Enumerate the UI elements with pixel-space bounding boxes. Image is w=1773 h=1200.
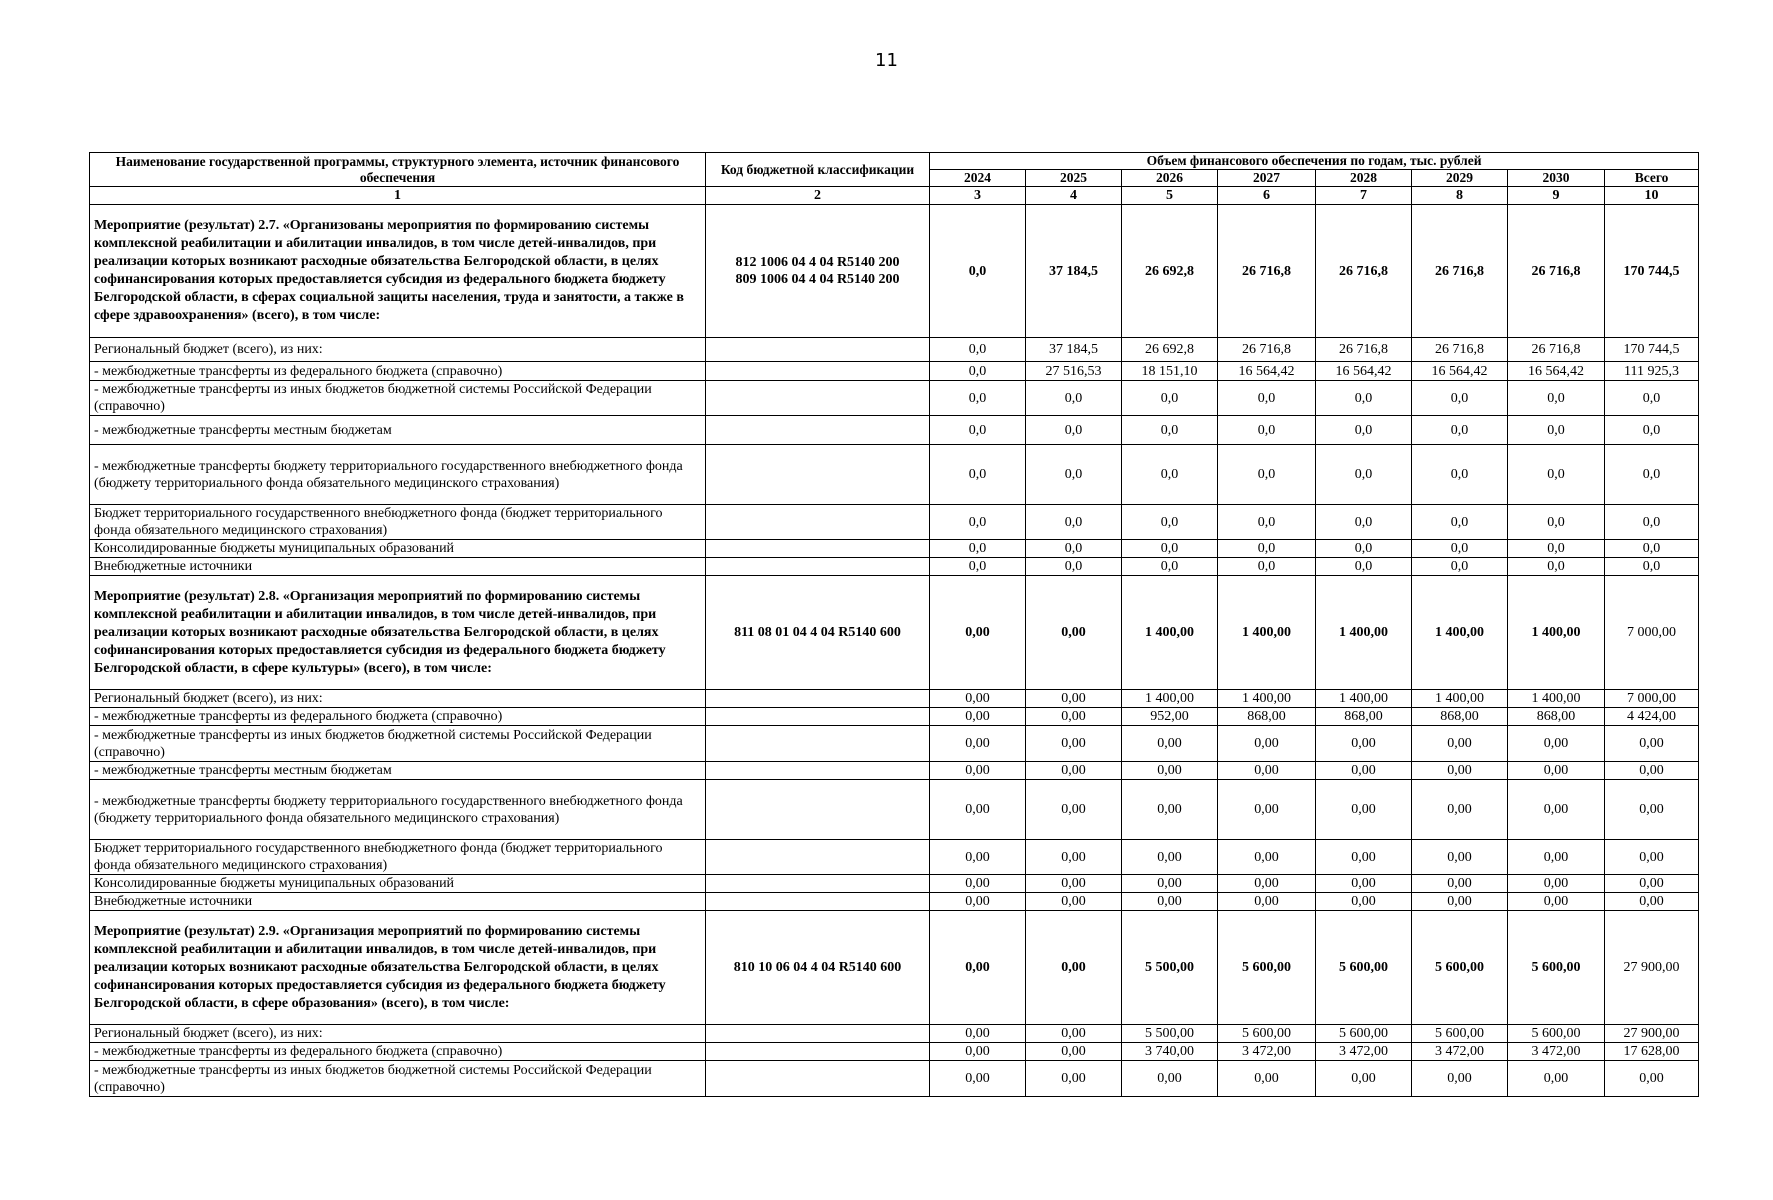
- value-cell: 0,0: [1605, 558, 1699, 576]
- table-row: [90, 558, 1699, 576]
- value-cell: 7 000,00: [1605, 690, 1699, 708]
- value-cell: 0,0: [1026, 505, 1122, 540]
- value-cell: 0,00: [1026, 1043, 1122, 1061]
- value-cell: 0,00: [1508, 875, 1605, 893]
- value-cell: 0,0: [1026, 558, 1122, 576]
- table-row: [90, 1043, 1699, 1061]
- value-cell: 0,00: [1605, 762, 1699, 780]
- value-cell: 111 925,3: [1605, 362, 1699, 381]
- value-cell: 0,0: [1122, 445, 1218, 505]
- header-volume: Объем финансового обеспечения по годам, тыс. рублей: [930, 153, 1699, 170]
- value-cell: 1 400,00: [1316, 576, 1412, 690]
- value-cell: 18 151,10: [1122, 362, 1218, 381]
- value-cell: 3 740,00: [1122, 1043, 1218, 1061]
- value-cell: 0,0: [1316, 558, 1412, 576]
- value-cell: 0,0: [1026, 540, 1122, 558]
- row-label: - межбюджетные трансферты из иных бюджетов бюджетной системы Российской Федерации (справочно): [90, 381, 706, 416]
- value-cell: 0,00: [1412, 840, 1508, 875]
- value-cell: 0,0: [1605, 505, 1699, 540]
- value-cell: 7 000,00: [1605, 576, 1699, 690]
- value-cell: 37 184,5: [1026, 338, 1122, 362]
- section-title: Мероприятие (результат) 2.9. «Организация мероприятий по формированию системы комплексной реабилитации и абилитации инвалидов, в том числе детей-инвалидов, при реализации которых возникают расходные обязательства Белгородской области, в целях софинансирования которых предоставляется субсидия из федерального бюджета бюджету Белгородской области, в сфере образования» (всего), в том числе:: [90, 911, 706, 1025]
- value-cell: 0,00: [1218, 762, 1316, 780]
- row-label: - межбюджетные трансферты местным бюджетам: [90, 416, 706, 445]
- value-cell: 0,0: [1605, 445, 1699, 505]
- table-row: [90, 416, 1699, 445]
- row-code: [706, 445, 930, 505]
- value-cell: 0,00: [1026, 1061, 1122, 1097]
- column-index: 9: [1508, 187, 1605, 205]
- section-row: [90, 576, 1699, 690]
- value-cell: 0,0: [1412, 445, 1508, 505]
- value-cell: 0,00: [1605, 840, 1699, 875]
- value-cell: 1 400,00: [1122, 576, 1218, 690]
- value-cell: 16 564,42: [1218, 362, 1316, 381]
- table-body: [90, 205, 1699, 1097]
- value-cell: 0,00: [1605, 726, 1699, 762]
- column-index: 3: [930, 187, 1026, 205]
- column-index: 5: [1122, 187, 1218, 205]
- value-cell: 0,00: [1605, 875, 1699, 893]
- budget-code-line: 811 08 01 04 4 04 R5140 600: [734, 625, 901, 640]
- value-cell: 0,00: [930, 762, 1026, 780]
- row-label: - межбюджетные трансферты местным бюджетам: [90, 762, 706, 780]
- table-row: [90, 893, 1699, 911]
- value-cell: 5 600,00: [1412, 1025, 1508, 1043]
- value-cell: 0,0: [1026, 381, 1122, 416]
- column-index: 7: [1316, 187, 1412, 205]
- budget-code: [706, 205, 930, 338]
- value-cell: 26 716,8: [1412, 205, 1508, 338]
- value-cell: 0,00: [1412, 893, 1508, 911]
- value-cell: 27 900,00: [1605, 1025, 1699, 1043]
- value-cell: 0,00: [930, 893, 1026, 911]
- value-cell: 0,00: [930, 1061, 1026, 1097]
- section-row: [90, 911, 1699, 1025]
- value-cell: 0,0: [1412, 558, 1508, 576]
- value-cell: 0,00: [930, 780, 1026, 840]
- value-cell: 170 744,5: [1605, 338, 1699, 362]
- value-cell: 0,00: [1605, 893, 1699, 911]
- value-cell: 0,00: [1316, 840, 1412, 875]
- value-cell: 0,00: [1026, 1025, 1122, 1043]
- value-cell: 170 744,5: [1605, 205, 1699, 338]
- row-label: Региональный бюджет (всего), из них:: [90, 690, 706, 708]
- column-index: 10: [1605, 187, 1699, 205]
- value-cell: 0,0: [1122, 540, 1218, 558]
- row-code: [706, 1025, 930, 1043]
- value-cell: 0,00: [1412, 780, 1508, 840]
- value-cell: 16 564,42: [1508, 362, 1605, 381]
- value-cell: 0,00: [1316, 780, 1412, 840]
- value-cell: 5 600,00: [1218, 911, 1316, 1025]
- header-year: 2025: [1026, 170, 1122, 187]
- header-year: 2028: [1316, 170, 1412, 187]
- value-cell: 0,00: [1218, 780, 1316, 840]
- value-cell: 37 184,5: [1026, 205, 1122, 338]
- value-cell: 0,0: [1605, 540, 1699, 558]
- row-code: [706, 726, 930, 762]
- value-cell: 0,00: [1605, 780, 1699, 840]
- value-cell: 0,0: [1122, 416, 1218, 445]
- row-label: Региональный бюджет (всего), из них:: [90, 338, 706, 362]
- financing-table: [89, 152, 1699, 1097]
- value-cell: 1 400,00: [1316, 690, 1412, 708]
- table-row: [90, 708, 1699, 726]
- value-cell: 1 400,00: [1412, 690, 1508, 708]
- value-cell: 0,00: [1218, 893, 1316, 911]
- value-cell: 0,00: [1026, 726, 1122, 762]
- value-cell: 0,00: [1508, 1061, 1605, 1097]
- budget-code-line: 809 1006 04 4 04 R5140 200: [735, 272, 900, 287]
- row-label: Региональный бюджет (всего), из них:: [90, 1025, 706, 1043]
- row-label: - межбюджетные трансферты бюджету территориального государственного внебюджетного фонда (бюджету территориального фонда обязательного медицинского страхования): [90, 780, 706, 840]
- row-label: Внебюджетные источники: [90, 558, 706, 576]
- value-cell: 0,0: [1412, 540, 1508, 558]
- section-title: Мероприятие (результат) 2.7. «Организованы мероприятия по формированию системы комплексной реабилитации и абилитации инвалидов, в том числе детей-инвалидов, при реализации которых возникают расходные обязательства Белгородской области, в целях софинансирования которых предоставляется субсидия из федерального бюджета бюджету Белгородской области, в сферах социальной защиты населения, труда и занятости, а также в сфере здравоохранения» (всего), в том числе:: [90, 205, 706, 338]
- header-total: Всего: [1605, 170, 1699, 187]
- value-cell: 3 472,00: [1316, 1043, 1412, 1061]
- value-cell: 0,0: [930, 338, 1026, 362]
- value-cell: 0,00: [930, 1025, 1026, 1043]
- value-cell: 16 564,42: [1316, 362, 1412, 381]
- row-code: [706, 505, 930, 540]
- row-label: - межбюджетные трансферты бюджету территориального государственного внебюджетного фонда (бюджету территориального фонда обязательного медицинского страхования): [90, 445, 706, 505]
- row-code: [706, 558, 930, 576]
- value-cell: 1 400,00: [1412, 576, 1508, 690]
- header-year: 2029: [1412, 170, 1508, 187]
- value-cell: 0,00: [1026, 762, 1122, 780]
- value-cell: 0,00: [930, 1043, 1026, 1061]
- value-cell: 0,0: [930, 362, 1026, 381]
- value-cell: 868,00: [1508, 708, 1605, 726]
- value-cell: 0,0: [930, 558, 1026, 576]
- value-cell: 0,00: [1605, 1061, 1699, 1097]
- value-cell: 17 628,00: [1605, 1043, 1699, 1061]
- value-cell: 5 500,00: [1122, 1025, 1218, 1043]
- value-cell: 0,0: [1218, 381, 1316, 416]
- value-cell: 0,00: [1218, 726, 1316, 762]
- table-row: [90, 505, 1699, 540]
- value-cell: 0,0: [1412, 505, 1508, 540]
- table-row: [90, 540, 1699, 558]
- row-code: [706, 540, 930, 558]
- value-cell: 952,00: [1122, 708, 1218, 726]
- value-cell: 26 692,8: [1122, 338, 1218, 362]
- value-cell: 0,0: [1218, 540, 1316, 558]
- value-cell: 0,00: [1412, 1061, 1508, 1097]
- value-cell: 5 600,00: [1412, 911, 1508, 1025]
- row-code: [706, 690, 930, 708]
- value-cell: 0,00: [1218, 875, 1316, 893]
- table-row: [90, 726, 1699, 762]
- value-cell: 0,0: [1412, 381, 1508, 416]
- row-label: - межбюджетные трансферты из федерального бюджета (справочно): [90, 362, 706, 381]
- value-cell: 0,00: [930, 726, 1026, 762]
- value-cell: 0,0: [1316, 540, 1412, 558]
- table-row: [90, 780, 1699, 840]
- value-cell: 0,0: [930, 445, 1026, 505]
- header-row: [90, 153, 1699, 170]
- section-row: [90, 205, 1699, 338]
- value-cell: 0,00: [1122, 893, 1218, 911]
- value-cell: 0,00: [1026, 893, 1122, 911]
- row-code: [706, 1043, 930, 1061]
- value-cell: 0,00: [1218, 840, 1316, 875]
- row-code: [706, 893, 930, 911]
- value-cell: 0,00: [1122, 840, 1218, 875]
- value-cell: 0,00: [1026, 875, 1122, 893]
- value-cell: 0,0: [930, 381, 1026, 416]
- value-cell: 5 600,00: [1316, 911, 1412, 1025]
- column-index: 1: [90, 187, 706, 205]
- value-cell: 0,00: [1122, 875, 1218, 893]
- value-cell: 0,00: [1412, 762, 1508, 780]
- table-row: [90, 690, 1699, 708]
- value-cell: 5 600,00: [1218, 1025, 1316, 1043]
- value-cell: 0,00: [1316, 893, 1412, 911]
- value-cell: 26 716,8: [1316, 205, 1412, 338]
- row-label: Консолидированные бюджеты муниципальных образований: [90, 540, 706, 558]
- row-label: Бюджет территориального государственного внебюджетного фонда (бюджет территориального фонда обязательного медицинского страхования): [90, 840, 706, 875]
- value-cell: 27 900,00: [1605, 911, 1699, 1025]
- value-cell: 0,0: [1508, 381, 1605, 416]
- column-index-row: [90, 187, 1699, 205]
- value-cell: 0,00: [930, 690, 1026, 708]
- value-cell: 0,00: [1026, 840, 1122, 875]
- value-cell: 0,00: [1508, 726, 1605, 762]
- section-title: Мероприятие (результат) 2.8. «Организация мероприятий по формированию системы комплексной реабилитации и абилитации инвалидов, в том числе детей-инвалидов, при реализации которых возникают расходные обязательства Белгородской области, в целях софинансирования которых предоставляется субсидия из федерального бюджета бюджету Белгородской области, в сфере культуры» (всего), в том числе:: [90, 576, 706, 690]
- value-cell: 1 400,00: [1122, 690, 1218, 708]
- value-cell: 0,0: [1218, 445, 1316, 505]
- value-cell: 0,00: [930, 840, 1026, 875]
- value-cell: 26 716,8: [1218, 338, 1316, 362]
- value-cell: 0,0: [1316, 505, 1412, 540]
- value-cell: 0,00: [1508, 780, 1605, 840]
- value-cell: 0,0: [1026, 416, 1122, 445]
- value-cell: 4 424,00: [1605, 708, 1699, 726]
- table-row: [90, 338, 1699, 362]
- value-cell: 0,00: [1026, 708, 1122, 726]
- header-year: 2024: [930, 170, 1026, 187]
- header-year: 2027: [1218, 170, 1316, 187]
- budget-code-line: 812 1006 04 4 04 R5140 200: [735, 255, 900, 270]
- value-cell: 0,0: [1218, 558, 1316, 576]
- column-index: 2: [706, 187, 930, 205]
- value-cell: 0,0: [1122, 505, 1218, 540]
- value-cell: 0,00: [1316, 762, 1412, 780]
- value-cell: 0,00: [930, 911, 1026, 1025]
- value-cell: 5 600,00: [1316, 1025, 1412, 1043]
- value-cell: 1 400,00: [1218, 690, 1316, 708]
- value-cell: 0,00: [1508, 893, 1605, 911]
- row-label: Бюджет территориального государственного внебюджетного фонда (бюджет территориального фонда обязательного медицинского страхования): [90, 505, 706, 540]
- row-label: - межбюджетные трансферты из иных бюджетов бюджетной системы Российской Федерации (справочно): [90, 1061, 706, 1097]
- row-code: [706, 1061, 930, 1097]
- value-cell: 1 400,00: [1508, 576, 1605, 690]
- value-cell: 0,0: [930, 416, 1026, 445]
- table-row: [90, 762, 1699, 780]
- row-label: Консолидированные бюджеты муниципальных образований: [90, 875, 706, 893]
- value-cell: 0,0: [1316, 416, 1412, 445]
- value-cell: 0,0: [1508, 505, 1605, 540]
- value-cell: 0,00: [1026, 576, 1122, 690]
- row-label: Внебюджетные источники: [90, 893, 706, 911]
- value-cell: 0,0: [1508, 540, 1605, 558]
- value-cell: 868,00: [1316, 708, 1412, 726]
- value-cell: 3 472,00: [1508, 1043, 1605, 1061]
- value-cell: 0,0: [930, 205, 1026, 338]
- value-cell: 0,0: [1605, 381, 1699, 416]
- row-label: - межбюджетные трансферты из федерального бюджета (справочно): [90, 708, 706, 726]
- table-row: [90, 1061, 1699, 1097]
- row-code: [706, 708, 930, 726]
- row-label: - межбюджетные трансферты из федерального бюджета (справочно): [90, 1043, 706, 1061]
- value-cell: 0,00: [1122, 1061, 1218, 1097]
- table-row: [90, 381, 1699, 416]
- value-cell: 0,0: [1508, 416, 1605, 445]
- value-cell: 0,00: [1316, 726, 1412, 762]
- value-cell: 0,0: [1605, 416, 1699, 445]
- value-cell: 16 564,42: [1412, 362, 1508, 381]
- value-cell: 3 472,00: [1218, 1043, 1316, 1061]
- value-cell: 0,0: [1218, 416, 1316, 445]
- column-index: 6: [1218, 187, 1316, 205]
- value-cell: 1 400,00: [1218, 576, 1316, 690]
- row-code: [706, 840, 930, 875]
- value-cell: 26 716,8: [1218, 205, 1316, 338]
- value-cell: 0,0: [1508, 558, 1605, 576]
- value-cell: 0,00: [1122, 726, 1218, 762]
- value-cell: 0,00: [1026, 911, 1122, 1025]
- value-cell: 26 692,8: [1122, 205, 1218, 338]
- table-row: [90, 1025, 1699, 1043]
- table-row: [90, 445, 1699, 505]
- value-cell: 5 600,00: [1508, 1025, 1605, 1043]
- value-cell: 0,00: [1026, 690, 1122, 708]
- value-cell: 0,00: [930, 708, 1026, 726]
- value-cell: 0,00: [1122, 762, 1218, 780]
- value-cell: 868,00: [1218, 708, 1316, 726]
- row-code: [706, 338, 930, 362]
- value-cell: 0,00: [1218, 1061, 1316, 1097]
- value-cell: 868,00: [1412, 708, 1508, 726]
- header-year: 2026: [1122, 170, 1218, 187]
- value-cell: 0,0: [930, 505, 1026, 540]
- value-cell: 0,0: [1218, 505, 1316, 540]
- value-cell: 5 500,00: [1122, 911, 1218, 1025]
- row-code: [706, 381, 930, 416]
- value-cell: 0,00: [1508, 762, 1605, 780]
- value-cell: 0,0: [1508, 445, 1605, 505]
- header-name: Наименование государственной программы, структурного элемента, источник финансового обеспечения: [90, 153, 706, 187]
- value-cell: 0,00: [1412, 726, 1508, 762]
- header-code: Код бюджетной классификации: [706, 153, 930, 187]
- value-cell: 26 716,8: [1316, 338, 1412, 362]
- table-row: [90, 875, 1699, 893]
- row-code: [706, 362, 930, 381]
- value-cell: 5 600,00: [1508, 911, 1605, 1025]
- value-cell: 3 472,00: [1412, 1043, 1508, 1061]
- value-cell: 26 716,8: [1508, 338, 1605, 362]
- column-index: 8: [1412, 187, 1508, 205]
- value-cell: 0,00: [1508, 840, 1605, 875]
- value-cell: 0,00: [1122, 780, 1218, 840]
- row-label: - межбюджетные трансферты из иных бюджетов бюджетной системы Российской Федерации (справочно): [90, 726, 706, 762]
- page-number: 11: [875, 50, 898, 71]
- budget-code-line: 810 10 06 04 4 04 R5140 600: [733, 960, 902, 975]
- value-cell: 0,0: [1316, 381, 1412, 416]
- value-cell: 0,0: [1316, 445, 1412, 505]
- value-cell: 26 716,8: [1508, 205, 1605, 338]
- value-cell: 0,00: [1316, 875, 1412, 893]
- value-cell: 0,0: [930, 540, 1026, 558]
- row-code: [706, 780, 930, 840]
- value-cell: 0,00: [930, 576, 1026, 690]
- column-index: 4: [1026, 187, 1122, 205]
- value-cell: 0,00: [1316, 1061, 1412, 1097]
- value-cell: 27 516,53: [1026, 362, 1122, 381]
- value-cell: 0,0: [1412, 416, 1508, 445]
- value-cell: 0,00: [1026, 780, 1122, 840]
- table-row: [90, 840, 1699, 875]
- row-code: [706, 416, 930, 445]
- value-cell: 0,00: [1412, 875, 1508, 893]
- value-cell: 26 716,8: [1412, 338, 1508, 362]
- value-cell: 0,0: [1122, 558, 1218, 576]
- value-cell: 0,0: [1122, 381, 1218, 416]
- budget-code: [706, 576, 930, 690]
- header-year: 2030: [1508, 170, 1605, 187]
- value-cell: 1 400,00: [1508, 690, 1605, 708]
- row-code: [706, 762, 930, 780]
- value-cell: 0,00: [930, 875, 1026, 893]
- value-cell: 0,0: [1026, 445, 1122, 505]
- table-row: [90, 362, 1699, 381]
- row-code: [706, 875, 930, 893]
- budget-code: [706, 911, 930, 1025]
